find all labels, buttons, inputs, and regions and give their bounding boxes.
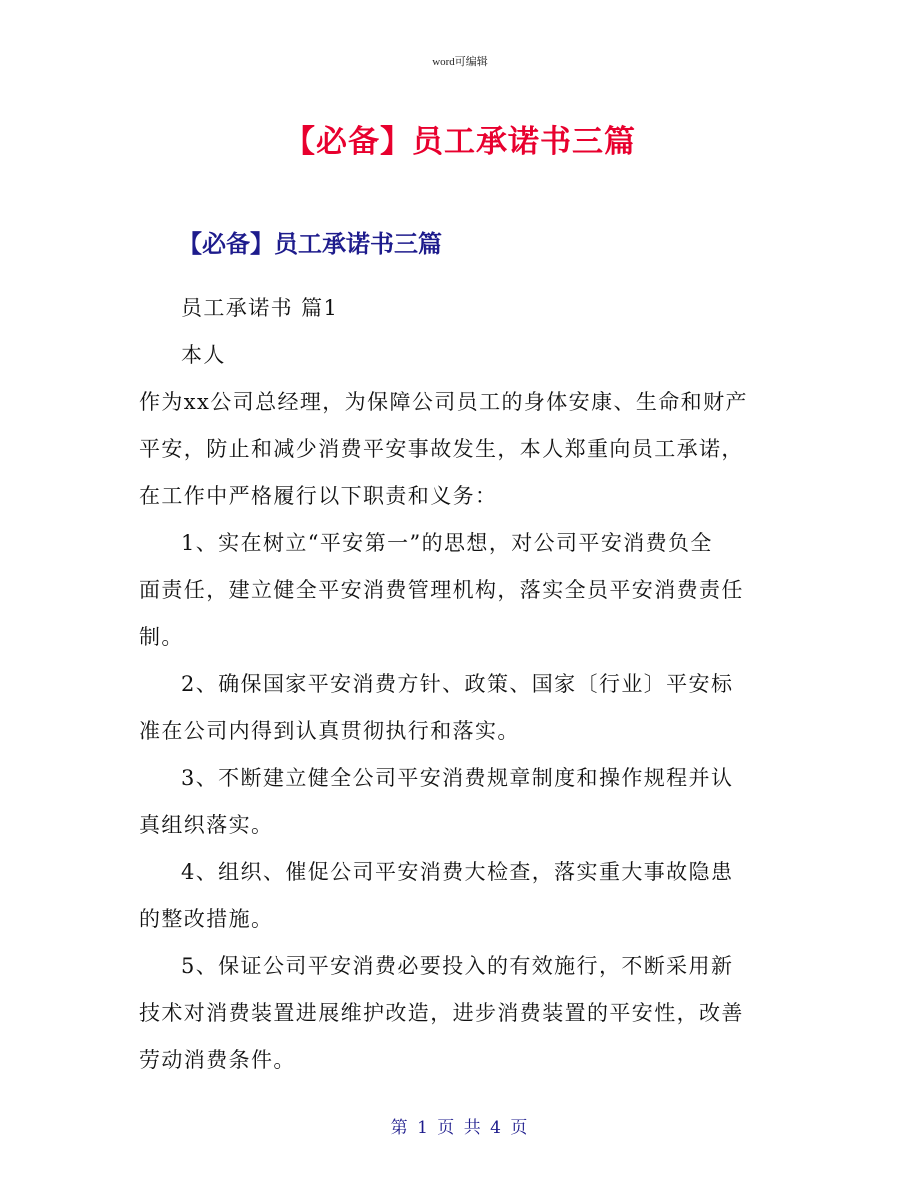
main-title: 【必备】员工承诺书三篇	[284, 124, 636, 160]
paragraph-line: 平安，防止和减少消费平安事故发生，本人郑重向员工承诺，	[139, 437, 744, 461]
paragraph-line: 劳动消费条件。	[139, 1048, 296, 1072]
paragraph-line: 2、确保国家平安消费方针、政策、国家〔行业〕平安标	[181, 672, 734, 696]
paragraph-line: 准在公司内得到认真贯彻执行和落实。	[139, 719, 520, 743]
paragraph-line: 1、实在树立“平安第一”的思想，对公司平安消费负全	[181, 531, 713, 555]
paragraph-line: 技术对消费装置进展维护改造，进步消费装置的平安性，改善	[139, 1001, 744, 1025]
sub-title: 【必备】员工承诺书三篇	[178, 230, 442, 258]
paragraph-line: 5、保证公司平安消费必要投入的有效施行，不断采用新	[181, 954, 734, 978]
paragraph-line: 真组织落实。	[139, 813, 274, 837]
paragraph-line: 4、组织、催促公司平安消费大检查，落实重大事故隐患	[181, 860, 734, 884]
paragraph-line: 面责任，建立健全平安消费管理机构，落实全员平安消费责任	[139, 578, 744, 602]
header-note: word可编辑	[432, 56, 488, 68]
salutation: 本人	[181, 343, 226, 367]
section-heading: 员工承诺书 篇1	[181, 296, 339, 320]
paragraph-line: 作为xx公司总经理，为保障公司员工的身体安康、生命和财产	[139, 390, 748, 414]
paragraph-line: 的整改措施。	[139, 907, 274, 931]
page-number: 第 1 页 共 4 页	[390, 1118, 530, 1138]
paragraph-line: 3、不断建立健全公司平安消费规章制度和操作规程并认	[181, 766, 734, 790]
paragraph-line: 制。	[139, 625, 184, 649]
paragraph-line: 在工作中严格履行以下职责和义务：	[139, 484, 498, 508]
